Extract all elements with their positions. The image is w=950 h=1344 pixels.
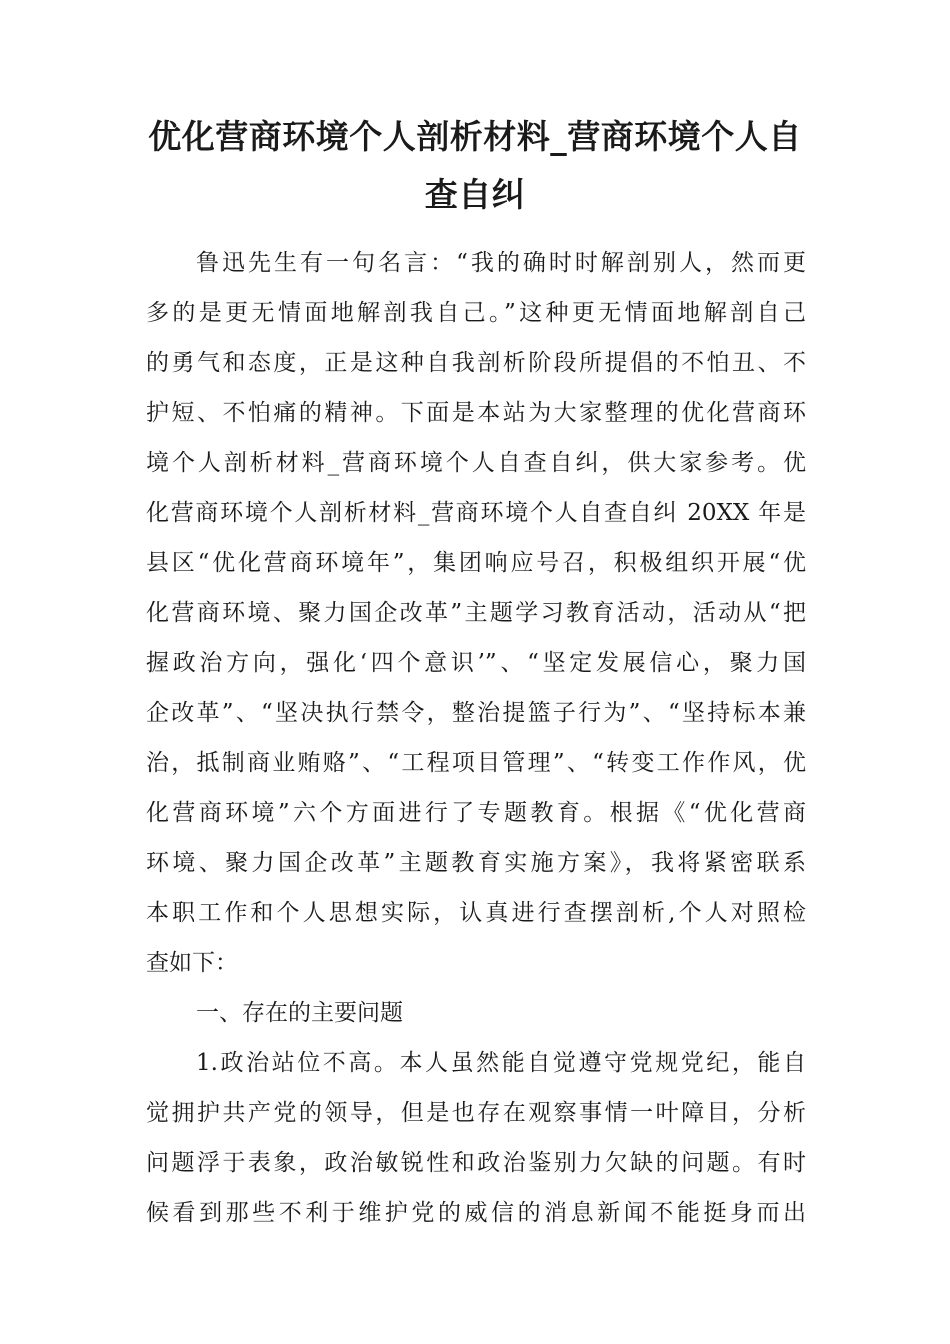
paragraph-line: 护短、不怕痛的精神。下面是本站为大家整理的优化营商环 bbox=[146, 400, 806, 426]
title-line-1: 优化营商环境个人剖析材料_营商环境个人自 bbox=[148, 117, 802, 156]
paragraph-line: 本职工作和个人思想实际，认真进行查摆剖析,个人对照检 bbox=[146, 900, 806, 926]
paragraph-line: 问题浮于表象，政治敏锐性和政治鉴别力欠缺的问题。有时 bbox=[146, 1150, 806, 1176]
paragraph-line: 查如下： bbox=[146, 950, 238, 976]
title-line-2: 查自纠 bbox=[424, 175, 526, 214]
paragraph-line: 境个人剖析材料_营商环境个人自查自纠，供大家参考。优 bbox=[146, 450, 806, 476]
paragraph-line: 环境、聚力国企改革”主题教育实施方案》，我将紧密联系 bbox=[146, 850, 806, 876]
document-body bbox=[146, 238, 806, 1238]
section-heading: 一、存在的主要问题 bbox=[196, 1000, 403, 1026]
document-title bbox=[140, 108, 810, 224]
paragraph-line: 1.政治站位不高。本人虽然能自觉遵守党规党纪，能自 bbox=[196, 1050, 806, 1076]
paragraph-line: 化营商环境”六个方面进行了专题教育。根据《“优化营商 bbox=[146, 800, 806, 826]
paragraph-line: 握政治方向，强化‘四个意识’”、“坚定发展信心，聚力国 bbox=[146, 650, 806, 676]
paragraph-line: 化营商环境、聚力国企改革”主题学习教育活动，活动从“把 bbox=[146, 600, 806, 626]
paragraph-line: 企改革”、“坚决执行禁令，整治提篮子行为”、“坚持标本兼 bbox=[146, 700, 806, 726]
paragraph-line: 县区“优化营商环境年”，集团响应号召，积极组织开展“优 bbox=[146, 550, 806, 576]
paragraph-line: 的勇气和态度，正是这种自我剖析阶段所提倡的不怕丑、不 bbox=[146, 350, 806, 376]
paragraph-line: 治，抵制商业贿赂”、“工程项目管理”、“转变工作作风，优 bbox=[146, 750, 806, 776]
paragraph-line: 多的是更无情面地解剖我自己。”这种更无情面地解剖自己 bbox=[146, 300, 806, 326]
paragraph-line: 候看到那些不利于维护党的威信的消息新闻不能挺身而出 bbox=[146, 1200, 806, 1226]
paragraph-line: 觉拥护共产党的领导，但是也存在观察事情一叶障目，分析 bbox=[146, 1100, 806, 1126]
paragraph-line: 化营商环境个人剖析材料_营商环境个人自查自纠 20XX 年是 bbox=[146, 500, 806, 526]
paragraph-line: 鲁迅先生有一句名言：“我的确时时解剖别人，然而更 bbox=[196, 250, 806, 276]
